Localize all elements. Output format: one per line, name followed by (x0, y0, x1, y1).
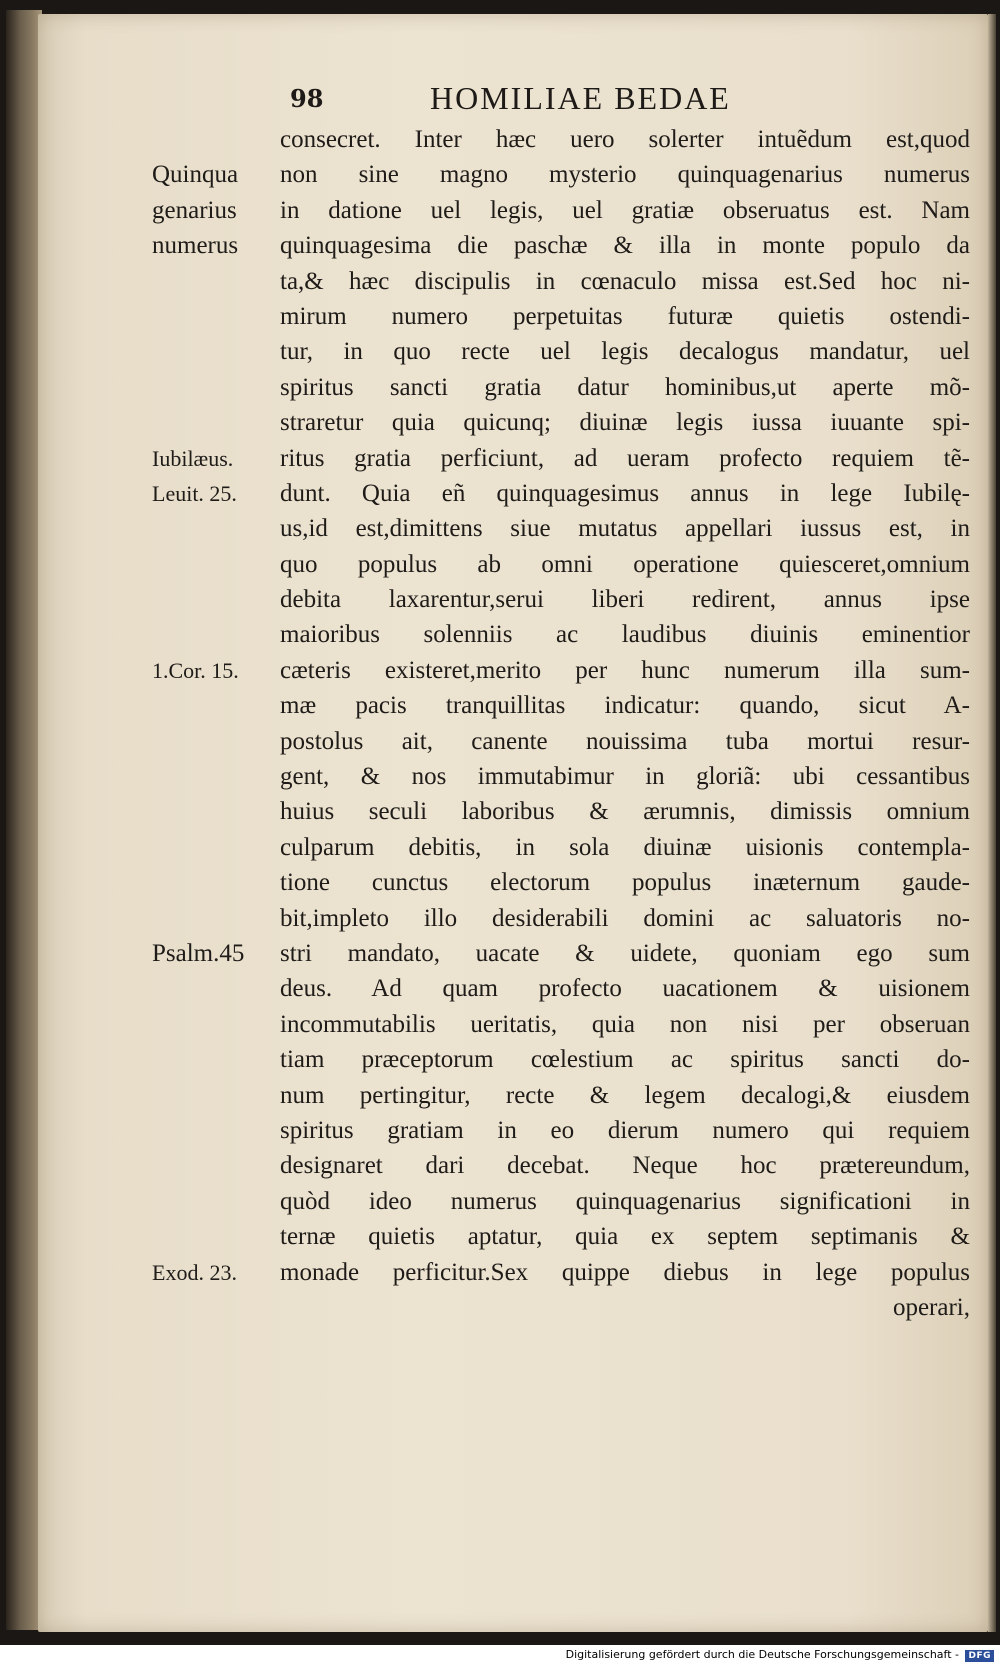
margin-note: Psalm.45 (152, 940, 245, 968)
text-line: debita laxarentur,serui liberi redirent, annus ipse (280, 586, 970, 614)
text-line: tur, in quo recte uel legis decalogus mandatur, uel (280, 338, 970, 366)
text-line: spiritus sancti gratia datur hominibus,ut aperte mõ- (280, 373, 970, 401)
text-line: operari, (892, 1293, 970, 1321)
text-line: designaret dari decebat. Neque hoc prætereundum, (280, 1152, 970, 1180)
running-title: HOMILIAE BEDAE (430, 80, 731, 116)
text-line: culparum debitis, in sola diuinæ uisionis contempla- (280, 833, 970, 861)
text-line: maioribus solenniis ac laudibus diuinis eminentior (280, 621, 970, 649)
text-line: spiritus gratiam in eo dierum numero qui requiem (280, 1116, 970, 1144)
text-line: quo populus ab omni operatione quiesceret,omnium (280, 550, 970, 578)
text-line: ternæ quietis aptatur, quia ex septem septimanis & (280, 1223, 970, 1251)
text-line: dunt. Quia eñ quinquagesimus annus in lege Iubilę- (280, 479, 970, 507)
margin-note: Iubilæus. (152, 445, 234, 471)
text-line: postolus ait, canente nouissima tuba mortui resur- (280, 727, 970, 755)
page-edge-right (988, 14, 996, 1632)
margin-note: numerus (152, 232, 239, 260)
book-spine-edge (6, 10, 42, 1630)
footer-credit-text: Digitalisierung gefördert durch die Deutsche Forschungsgemeinschaft - (565, 1648, 959, 1661)
body-text (280, 122, 970, 1325)
text-line: gent, & nos immutabimur in gloriã: ubi cessantibus (280, 763, 970, 791)
text-line: bit,impleto illo desiderabili domini ac saluatoris no- (280, 904, 970, 932)
text-line: us,id est,dimittens siue mutatus appellari iussus est, in (280, 515, 970, 543)
text-line: quinquagesima die paschæ & illa in monte populo da (280, 232, 970, 260)
text-line: non sine magno mysterio quinquagenarius numerus (280, 161, 970, 189)
text-line: tione cunctus electorum populus inæternum gaude- (280, 869, 970, 897)
margin-note: Quinqua (152, 161, 239, 189)
text-line: stri mandato, uacate & uidete, quoniam ego sum (280, 939, 970, 967)
text-line: num pertingitur, recte & legem decalogi,& eiusdem (280, 1081, 970, 1109)
dfg-logo: DFG (965, 1650, 994, 1662)
text-line: cæteris existeret,merito per hunc numerum illa sum- (280, 656, 970, 684)
page-number: 98 (290, 84, 324, 113)
margin-note: genarius (152, 196, 237, 224)
text-line: ritus gratia perficiunt, ad ueram profecto requiem tẽ- (280, 444, 970, 472)
margin-note: Exod. 23. (152, 1259, 237, 1285)
text-line: mirum numero perpetuitas futuræ quietis ostendi- (280, 302, 970, 330)
margin-note: 1.Cor. 15. (152, 658, 239, 683)
text-line: tiam præceptorum cœlestium ac spiritus sancti do- (280, 1046, 970, 1074)
text-line: quòd ideo numerus quinquagenarius significationi in (280, 1187, 970, 1215)
text-line: straretur quia quicunq; diuinæ legis iussa iuuante spi- (280, 409, 970, 437)
text-line: in datione uel legis, uel gratiæ obseruatus est. Nam (280, 196, 970, 224)
text-line: monade perficitur.Sex quippe diebus in lege populus (280, 1258, 970, 1286)
page-header (290, 80, 850, 126)
text-line: ta,& hæc discipulis in cœnaculo missa est.Sed hoc ni- (280, 267, 970, 295)
text-line: mæ pacis tranquillitas indicatur: quando, sicut A- (280, 692, 970, 720)
text-line: consecret. Inter hæc uero solerter intuẽdum est,quod (280, 126, 970, 153)
footer-credit (566, 1648, 994, 1662)
text-line: deus. Ad quam profecto uacationem & uisionem (280, 975, 970, 1003)
margin-note: Leuit. 25. (152, 481, 237, 506)
text-line: huius seculi laboribus & ærumnis, dimissis omnium (280, 798, 970, 826)
text-line: incommutabilis ueritatis, quia non nisi per obseruan (280, 1010, 970, 1038)
